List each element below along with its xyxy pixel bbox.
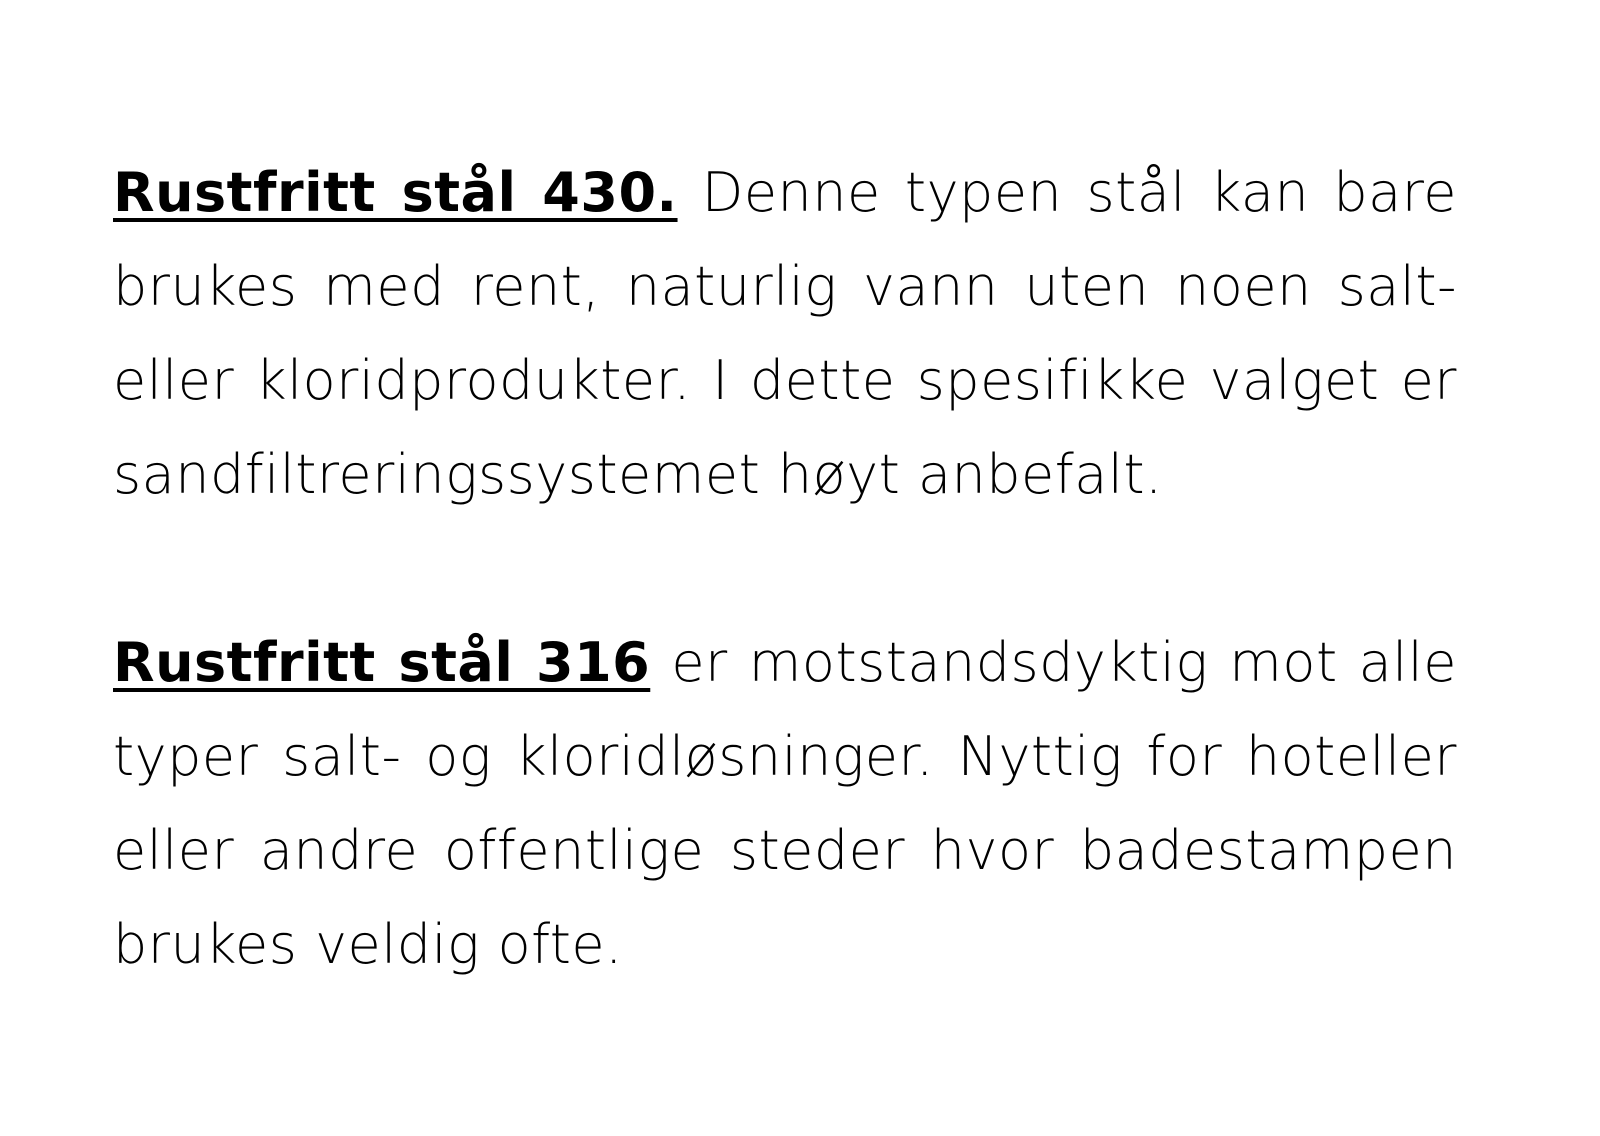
- heading-steel-316: Rustfritt stål 316: [113, 631, 651, 694]
- body-text-steel-430: Denne typen stål kan bare brukes med rent, naturlig vann uten noen salt- eller kloridprodukter. I dette spesifikke valget er sandfiltreringssystemet høyt anbefalt.: [113, 161, 1457, 506]
- paragraph-steel-316: [113, 616, 1457, 992]
- heading-steel-430: Rustfritt stål 430.: [113, 161, 678, 224]
- paragraph-steel-430: [113, 146, 1457, 522]
- document-body: [113, 146, 1457, 992]
- body-text-steel-316: er motstandsdyktig mot alle typer salt- og kloridløsninger. Nyttig for hoteller eller andre offentlige steder hvor badestampen brukes veldig ofte.: [113, 631, 1457, 976]
